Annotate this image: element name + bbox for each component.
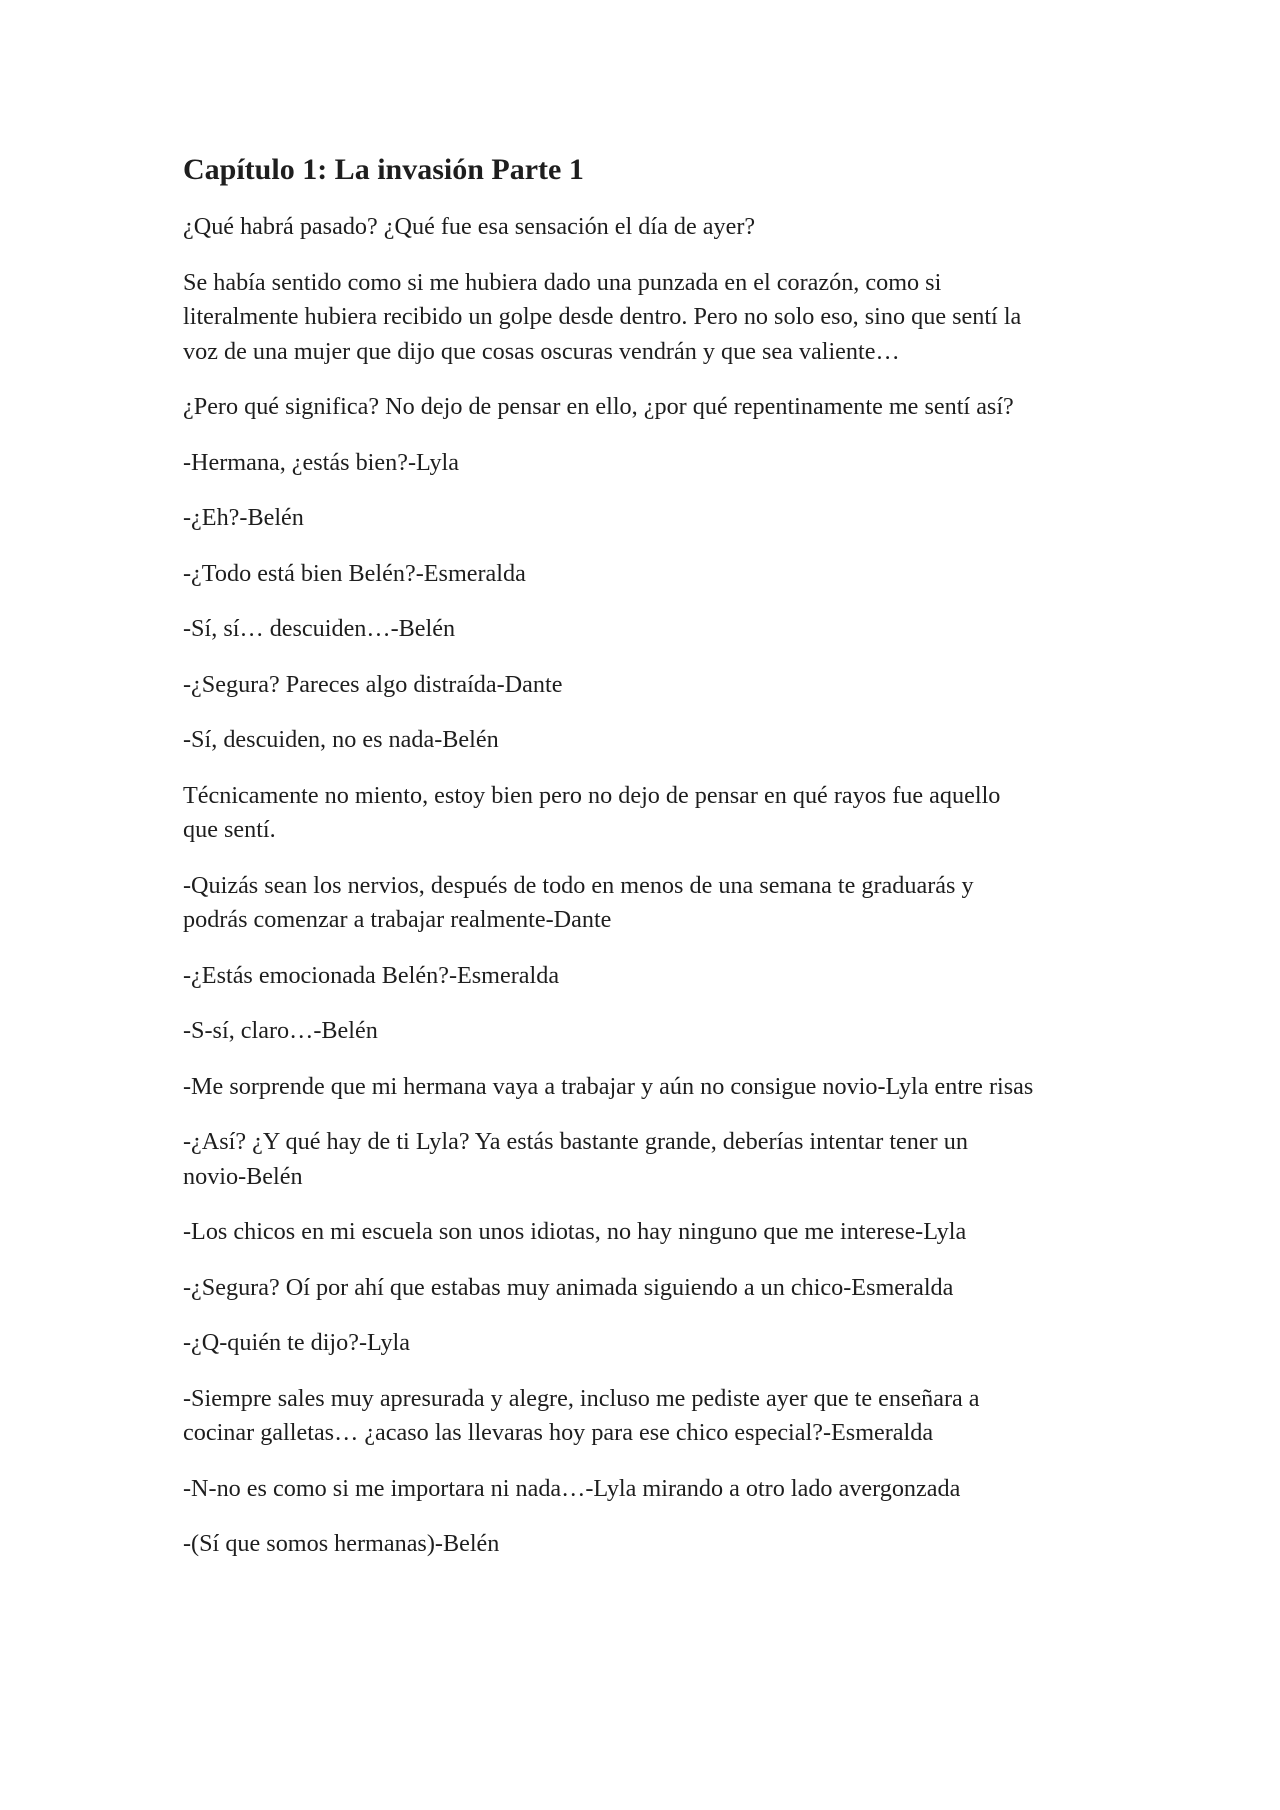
dialogue-line	[183, 1382, 1123, 1451]
paragraph-line: voz de una mujer que dijo que cosas oscuras vendrán y que sea valiente…	[183, 337, 900, 365]
paragraph-line: -Siempre sales muy apresurada y alegre, incluso me pediste ayer que te enseñara a	[183, 1384, 980, 1412]
paragraph-line: literalmente hubiera recibido un golpe desde dentro. Pero no solo eso, sino que sentí la	[183, 303, 1022, 330]
dialogue-line	[183, 723, 1123, 758]
dialogue-line	[183, 1014, 1123, 1049]
paragraph-line: novio-Belén	[183, 1162, 303, 1190]
paragraph-line: -Los chicos en mi escuela son unos idiotas, no hay ninguno que me interese-Lyla	[183, 1218, 967, 1245]
paragraph-line: ¿Pero qué significa? No dejo de pensar en ello, ¿por qué repentinamente me sentí así?	[183, 393, 1014, 420]
dialogue-line	[183, 959, 1123, 994]
dialogue-line	[183, 1125, 1123, 1194]
paragraph-line: Se había sentido como si me hubiera dado una punzada en el corazón, como si	[183, 268, 942, 296]
paragraph-line: -¿Así? ¿Y qué hay de ti Lyla? Ya estás bastante grande, deberías intentar tener un	[183, 1128, 968, 1155]
paragraph	[183, 779, 1123, 848]
paragraph-line: podrás comenzar a trabajar realmente-Dante	[183, 906, 612, 933]
paragraph-line: -S-sí, claro…-Belén	[183, 1017, 378, 1044]
paragraph-line: -Sí, sí… descuiden…-Belén	[183, 615, 456, 642]
paragraph-line: -¿Segura? Pareces algo distraída-Dante	[183, 670, 563, 698]
paragraph-line: -(Sí que somos hermanas)-Belén	[183, 1530, 500, 1557]
paragraph-line: -N-no es como si me importara ni nada…-Lyla mirando a otro lado avergonzada	[183, 1474, 961, 1502]
paragraph-line: -¿Segura? Oí por ahí que estabas muy animada siguiendo a un chico-Esmeralda	[183, 1273, 954, 1301]
dialogue-line	[183, 1527, 1123, 1562]
dialogue-line	[183, 612, 1123, 647]
paragraph	[183, 210, 1123, 245]
paragraph-line: -Sí, descuiden, no es nada-Belén	[183, 726, 499, 753]
dialogue-line	[183, 869, 1123, 938]
paragraph-line: Técnicamente no miento, estoy bien pero no dejo de pensar en qué rayos fue aquello	[183, 781, 1001, 809]
paragraph-line: -Me sorprende que mi hermana vaya a trabajar y aún no consigue novio-Lyla entre risas	[183, 1072, 1034, 1100]
paragraph-line: -¿Eh?-Belén	[183, 504, 304, 531]
paragraph-line: -¿Estás emocionada Belén?-Esmeralda	[183, 961, 560, 989]
dialogue-line	[183, 1326, 1123, 1361]
paragraph-line: cocinar galletas… ¿acaso las llevaras hoy para ese chico especial?-Esmeralda	[183, 1419, 934, 1446]
dialogue-line	[183, 668, 1123, 703]
dialogue-line	[183, 501, 1123, 536]
dialogue-line	[183, 1271, 1123, 1306]
paragraph-line: -¿Todo está bien Belén?-Esmeralda	[183, 559, 526, 587]
chapter-title: Capítulo 1: La invasión Parte 1	[183, 153, 584, 186]
paragraph-line: -Quizás sean los nervios, después de todo en menos de una semana te graduarás y	[183, 871, 974, 899]
paragraph-line: -¿Q-quién te dijo?-Lyla	[183, 1329, 411, 1356]
paragraph	[183, 390, 1123, 425]
dialogue-line	[183, 557, 1123, 592]
document-body	[183, 150, 1123, 1583]
paragraph-line: -Hermana, ¿estás bien?-Lyla	[183, 448, 460, 476]
paragraph-line: ¿Qué habrá pasado? ¿Qué fue esa sensación el día de ayer?	[183, 213, 756, 240]
dialogue-line	[183, 1215, 1123, 1250]
dialogue-line	[183, 1070, 1123, 1105]
paragraph-line: que sentí.	[183, 816, 276, 843]
dialogue-line	[183, 1472, 1123, 1507]
paragraph	[183, 266, 1123, 370]
dialogue-line	[183, 446, 1123, 481]
